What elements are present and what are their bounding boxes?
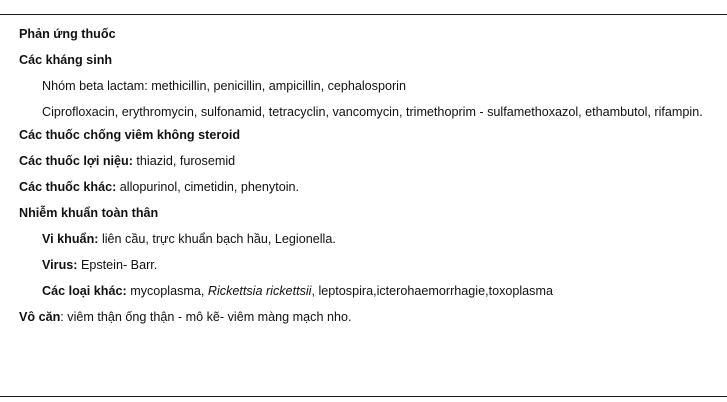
heading-antibiotics-text: Các kháng sinh (19, 53, 113, 67)
heading-systemic-infection (19, 205, 723, 221)
heading-nsaids-text: Các thuốc chống viêm không steroid (19, 128, 241, 142)
item-other-types-italic: Rickettsia rickettsii (207, 284, 312, 298)
heading-nsaids (19, 127, 723, 143)
item-other-types-text-after: , leptospira,icterohaemorrhagie,toxoplasma (311, 284, 553, 298)
heading-antibiotics (19, 52, 723, 68)
heading-systemic-infection-text: Nhiễm khuẩn toàn thân (19, 206, 159, 220)
item-virus-text: Epstein- Barr. (77, 258, 158, 272)
item-virus (19, 257, 723, 273)
item-idiopathic (19, 309, 723, 325)
item-virus-label: Virus: (42, 258, 78, 272)
item-diuretics (19, 153, 723, 169)
item-beta-lactam (19, 78, 723, 94)
item-idiopathic-label: Vô căn (19, 310, 61, 324)
item-other-types (19, 283, 723, 299)
top-rule (0, 14, 727, 15)
item-other-antibiotics-text: Ciprofloxacin, erythromycin, sulfonamid, tetracyclin, vancomycin, trimethoprim - sulfamethoxazol, ethambutol, rifampin. (42, 105, 703, 119)
document-body (19, 26, 723, 325)
bottom-rule (0, 396, 727, 397)
item-bacteria-label: Vi khuẩn: (42, 232, 99, 246)
item-other-antibiotics (19, 104, 725, 120)
item-idiopathic-text: : viêm thận ống thận - mô kẽ- viêm màng mạch nho. (60, 310, 352, 324)
item-diuretics-text: thiazid, furosemid (132, 154, 236, 168)
heading-drug-reaction-text: Phản ứng thuốc (19, 27, 116, 41)
item-other-types-label: Các loại khác: (42, 284, 127, 298)
heading-drug-reaction (19, 26, 723, 42)
item-bacteria (19, 231, 723, 247)
item-other-drugs-label: Các thuốc khác: (19, 180, 117, 194)
item-other-drugs (19, 179, 723, 195)
item-beta-lactam-text: Nhóm beta lactam: methicillin, penicillin, ampicillin, cephalosporin (42, 79, 406, 93)
item-other-types-text-before: mycoplasma, (126, 284, 208, 298)
item-other-drugs-text: allopurinol, cimetidin, phenytoin. (116, 180, 299, 194)
item-bacteria-text: liên cầu, trực khuẩn bạch hầu, Legionella. (98, 232, 336, 246)
item-diuretics-label: Các thuốc lợi niệu: (19, 154, 133, 168)
